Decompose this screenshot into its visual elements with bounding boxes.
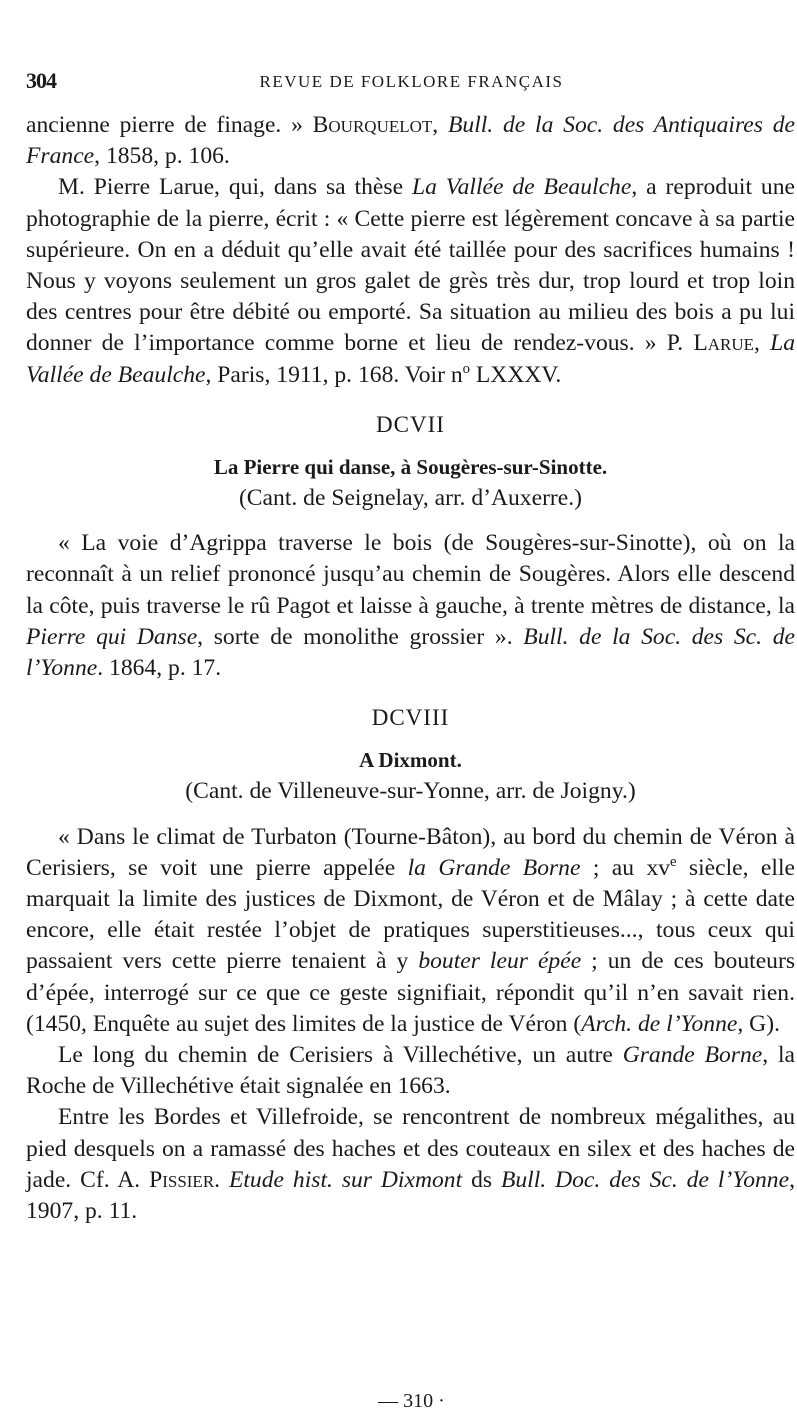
dcviii-paragraph-3: Entre les Bordes et Villefroide, se rencontrent de nombreux mégalithes, au pied desquels on a ramassé des haches et des couteaux en silex et des haches de jade. Cf. A. Pissier. Etude hist. sur Dixmont ds Bull. Doc. des Sc. de l’Yonne, 1907, p. 11. (26, 1104, 795, 1225)
dcviii-paragraph-2: Le long du chemin de Cerisiers à Villechétive, un autre Grande Borne, la Roche de Villechétive était signalée en 1663. (26, 1042, 795, 1100)
running-title: REVUE DE FOLKLORE FRANÇAIS (259, 72, 564, 91)
dcvii-paragraph-1: « La voie d’Agrippa traverse le bois (de Sougères-sur-Sinotte), où on la reconnaît à un relief prononcé jusqu’au chemin de Sougères. Alors elle descend la côte, puis traverse le rû Pagot et laisse à gauche, à trente mètres de distance, la Pierre qui Danse, sorte de monolithe grossier ». Bull. de la Soc. des Sc. de l’Yonne. 1864, p. 17. (26, 530, 795, 682)
page-number-top: 304 (26, 68, 56, 93)
section-number-dcvii: DCVII (376, 411, 445, 437)
page-footer-number: — 310 · (378, 1390, 445, 1412)
intro-paragraph-2: M. Pierre Larue, qui, dans sa thèse La Vallée de Beaulche, a reproduit une photographie de la pierre, écrit : « Cette pierre est légèrement concave à sa partie supérieure. On en a déduit qu’elle avait été taillée pour des sacrifices humains ! Nous y voyons seulement un gros galet de grès très dur, trop lourd et trop loin des centres pour être débité ou emporté. Sa situation au milieu des bois a pu lui donner de l’importance comme borne et lieu de rendez-vous. » P. Larue, La Vallée de Beaulche, Paris, 1911, p. 168. Voir $n^o$ LXXXV. (26, 174, 795, 388)
section-number-dcviii: DCVIII (371, 705, 450, 731)
section-title-dcviii: A Dixmont. (359, 748, 462, 773)
dcviii-paragraph-1: « Dans le climat de Turbaton (Tourne-Bâton), au bord du chemin de Véron à Cerisiers, se voit une pierre appelée la Grande Borne ; au $xv^e$ siècle, elle marquait la limite des justices de Dixmont, de Véron et de Mâlay ; à cette date encore, elle était restée l’objet de pratiques superstitieuses..., tous ceux qui passaient vers cette pierre tenaient à y bouter leur épée ; un de ces bouteurs d’épée, interrogé sur ce que ce geste signifiait, répondit qu’il n’en savait rien. (1450, Enquête au sujet des limites de la justice de Véron (Arch. de l’Yonne, G). (26, 823, 796, 1037)
page (26, 0, 797, 1422)
section-title-dcvii: La Pierre qui danse, à Sougères-sur-Sinotte. (213, 455, 608, 480)
section-subtitle-dcviii: (Cant. de Villeneuve-sur-Yonne, arr. de Joigny.) (185, 778, 636, 805)
page-body (26, 110, 795, 1227)
intro-paragraph-1: ancienne pierre de finage. » Bourquelot, Bull. de la Soc. des Antiquaires de France, 1858, p. 106. (26, 112, 796, 170)
page-header (26, 68, 797, 98)
section-subtitle-dcvii: (Cant. de Seignelay, arr. d’Auxerre.) (238, 485, 583, 512)
